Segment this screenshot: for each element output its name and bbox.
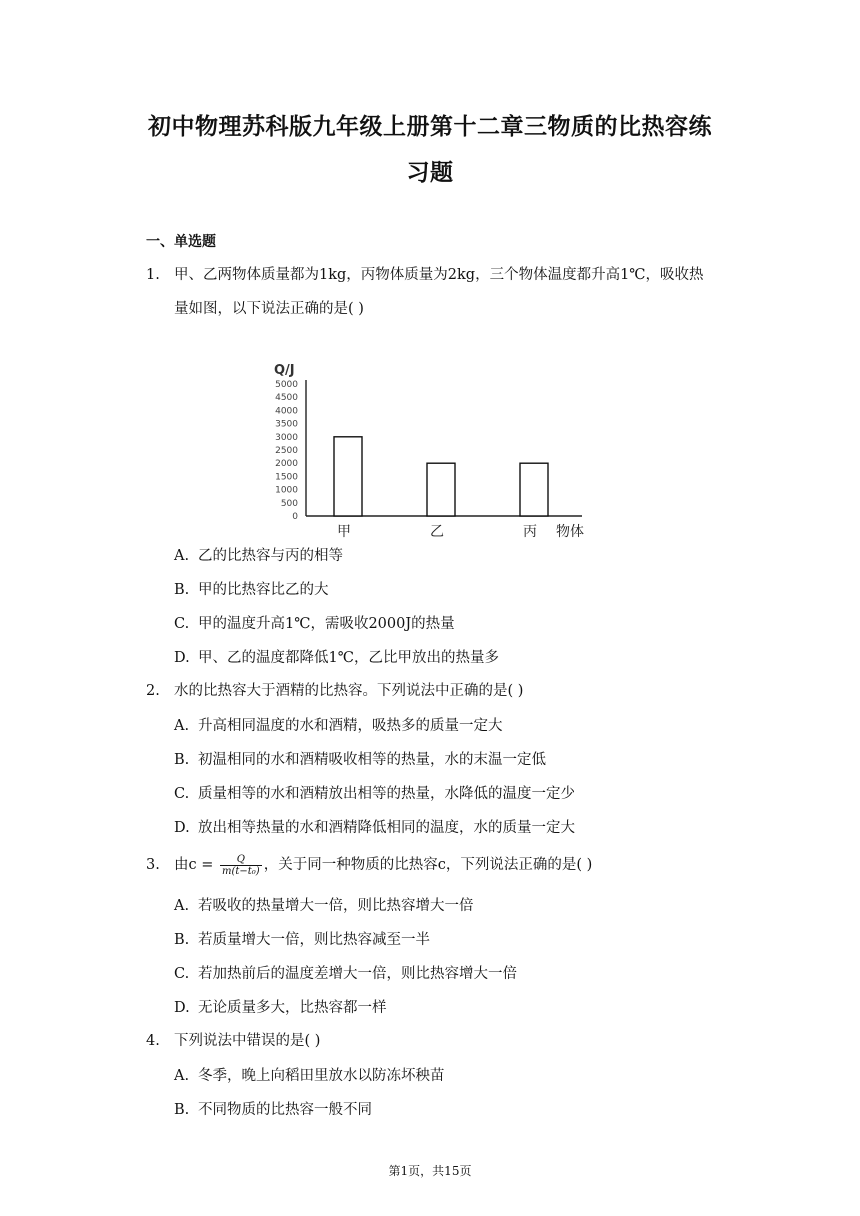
heat-bar-chart [266,356,596,542]
q1-option-c[interactable] [174,614,455,634]
y-tick-label: 3000 [275,432,298,443]
option-letter: B. [174,752,190,768]
question-2-text: 水的比热容大于酒精的比热容。下列说法中正确的是( ) [174,683,524,699]
option-letter: A. [174,898,190,914]
specific-heat-formula [220,854,262,877]
option-text: 若吸收的热量增大一倍，则比热容增大一倍 [198,898,474,914]
question-number: 3. [146,857,160,873]
page-footer: 第1页，共15页 [388,1164,472,1178]
option-text: 放出相等热量的水和酒精降低相同的温度，水的质量一定大 [198,820,575,836]
q2-option-c[interactable] [174,784,575,804]
x-tick-label: 乙 [430,524,444,540]
question-2 [146,674,726,708]
option-text: 乙的比热容与丙的相等 [198,548,343,564]
x-tick-label: 丙 [523,524,537,540]
formula-numerator: Q [220,854,262,866]
formula-suffix: ，关于同一种物质的比热容c，下列说法正确的是( ) [263,857,593,873]
option-text: 甲的温度升高1℃，需吸收2000J的热量 [198,616,455,632]
option-text: 冬季，晚上向稻田里放水以防冻坏秧苗 [198,1068,445,1084]
q1-option-a[interactable] [174,546,343,566]
question-number: 1. [146,267,160,283]
bar-1 [334,437,362,516]
y-tick-label: 1000 [275,485,298,496]
y-tick-label: 1500 [275,472,298,483]
option-letter: A. [174,718,190,734]
option-letter: B. [174,932,190,948]
q3-option-c[interactable] [174,964,517,984]
option-letter: D. [174,650,190,666]
option-letter: C. [174,616,190,632]
question-number: 4. [146,1033,160,1049]
q1-option-b[interactable] [174,580,329,600]
y-tick-label: 3500 [275,419,298,430]
formula-denominator: m(t−t₀) [222,865,260,877]
q2-option-a[interactable] [174,716,503,736]
page-title [0,104,860,196]
y-tick-label: 0 [292,512,298,522]
option-text: 若加热前后的温度差增大一倍，则比热容增大一倍 [198,966,517,982]
option-letter: A. [174,1068,190,1084]
option-text: 升高相同温度的水和酒精，吸热多的质量一定大 [198,718,503,734]
option-text: 初温相同的水和酒精吸收相等的热量，水的末温一定低 [198,752,546,768]
option-text: 甲、乙的温度都降低1℃，乙比甲放出的热量多 [198,650,499,666]
question-3 [146,848,726,882]
y-tick-label: 4500 [275,393,298,404]
y-tick-label: 500 [280,498,298,509]
formula-prefix: 由c = [174,857,218,873]
option-letter: D. [174,820,190,836]
option-letter: B. [174,1102,190,1118]
option-letter: D. [174,1000,190,1016]
bar-3 [520,463,548,516]
question-1 [146,258,726,326]
question-4 [146,1024,726,1058]
q3-option-a[interactable] [174,896,474,916]
x-tick-label: 甲 [337,524,351,540]
y-axis-label: Q/J [274,363,295,378]
option-text: 质量相等的水和酒精放出相等的热量，水降低的温度一定少 [198,786,575,802]
y-tick-label: 2000 [275,459,298,470]
title-line-1: 初中物理苏科版九年级上册第十二章三物质的比热容练 [148,114,712,140]
option-letter: C. [174,786,190,802]
q4-option-a[interactable] [174,1066,445,1086]
option-text: 若质量增大一倍，则比热容减至一半 [198,932,430,948]
q4-option-b[interactable] [174,1100,372,1120]
section-heading: 一、单选题 [146,234,216,250]
option-letter: C. [174,966,190,982]
option-text: 无论质量多大，比热容都一样 [198,1000,387,1016]
y-tick-label: 4000 [275,406,298,417]
question-1-text-line-1: 甲、乙两物体质量都为1kg，丙物体质量为2kg，三个物体温度都升高1℃，吸收热 [174,267,704,283]
x-axis-label: 物体 [556,524,584,540]
y-tick-label: 2500 [275,446,298,456]
q2-option-b[interactable] [174,750,546,770]
option-letter: B. [174,582,190,598]
q2-option-d[interactable] [174,818,575,838]
bar-2 [427,463,455,516]
question-1-text-line-2: 量如图，以下说法正确的是( ) [174,301,364,317]
title-line-2: 习题 [406,160,454,186]
option-letter: A. [174,548,190,564]
question-number: 2. [146,683,160,699]
option-text: 甲的比热容比乙的大 [198,582,329,598]
question-3-text [174,848,726,882]
option-text: 不同物质的比热容一般不同 [198,1102,372,1118]
q3-option-b[interactable] [174,930,430,950]
q1-option-d[interactable] [174,648,499,668]
y-tick-label: 5000 [275,380,298,390]
question-4-text: 下列说法中错误的是( ) [174,1033,321,1049]
q3-option-d[interactable] [174,998,387,1018]
